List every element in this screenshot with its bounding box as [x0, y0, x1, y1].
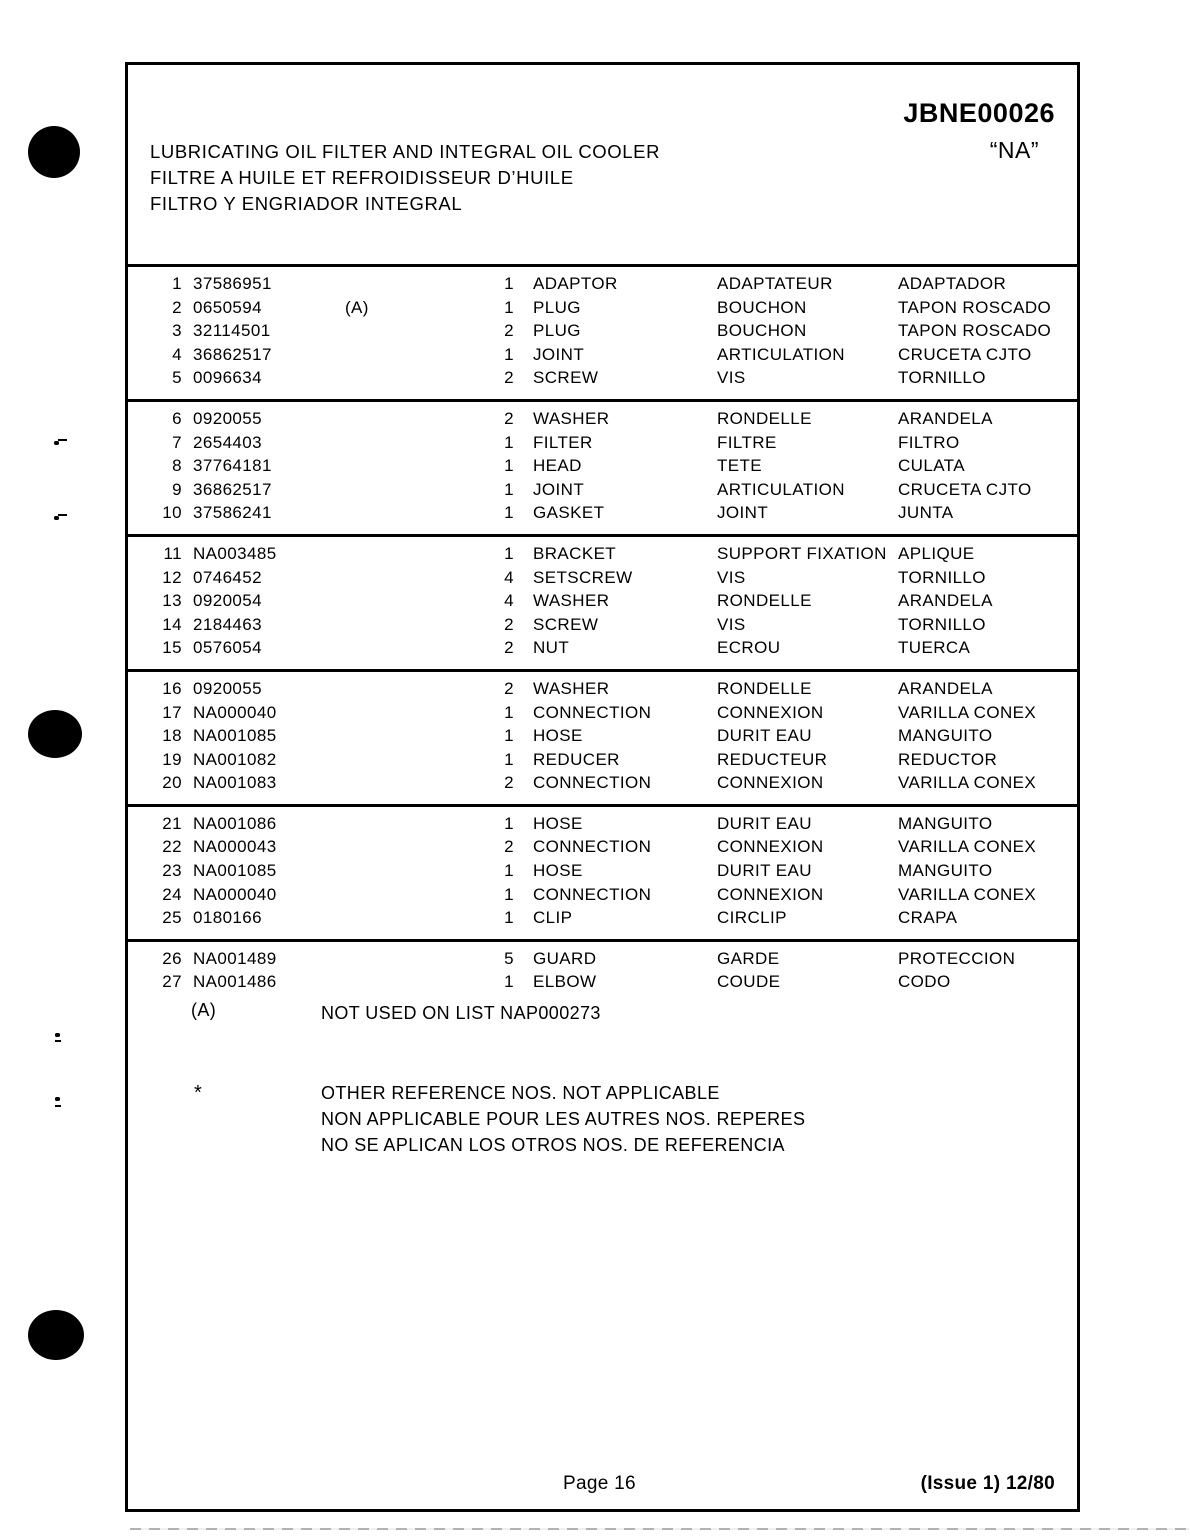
- cell-description-english: HOSE: [533, 813, 583, 833]
- cell-description-french: VIS: [717, 368, 746, 388]
- table-row: [128, 972, 1077, 996]
- table-row: [128, 591, 1077, 615]
- cell-quantity: 4: [504, 591, 514, 611]
- cell-description-spanish: CRUCETA CJTO: [898, 479, 1032, 499]
- cell-item-number: 19: [162, 749, 182, 769]
- cell-description-english: JOINT: [533, 479, 585, 499]
- title-line-spanish: FILTRO Y ENGRIADOR INTEGRAL: [150, 193, 463, 214]
- cell-description-spanish: VARILLA CONEX: [898, 773, 1037, 793]
- cell-description-english: FILTER: [533, 432, 593, 452]
- cell-description-french: VIS: [717, 567, 746, 587]
- cell-item-number: 6: [172, 408, 182, 428]
- cell-part-number: NA001086: [193, 813, 277, 833]
- cell-description-french: FILTRE: [717, 432, 777, 452]
- cell-description-english: WASHER: [533, 408, 610, 428]
- cell-item-number: 11: [163, 543, 182, 563]
- cell-description-french: RONDELLE: [717, 678, 812, 698]
- footnote-line-english: OTHER REFERENCE NOS. NOT APPLICABLE: [321, 1083, 720, 1103]
- cell-quantity: 1: [504, 297, 514, 317]
- cell-part-number: 37764181: [193, 456, 272, 476]
- cell-description-english: SCREW: [533, 614, 599, 634]
- cell-quantity: 1: [504, 432, 514, 452]
- cell-description-french: ECROU: [717, 638, 781, 658]
- cell-description-english: NUT: [533, 638, 570, 658]
- cell-item-number: 14: [162, 614, 182, 634]
- cell-item-number: 27: [162, 972, 182, 992]
- cell-description-english: SCREW: [533, 368, 599, 388]
- cell-part-number: NA000040: [193, 702, 277, 722]
- cell-item-number: 18: [162, 726, 182, 746]
- footnote-line-spanish: NO SE APLICAN LOS OTROS NOS. DE REFERENCIA: [321, 1135, 785, 1155]
- footnote-text: [321, 1080, 805, 1158]
- table-row: [128, 908, 1077, 932]
- cell-quantity: 1: [504, 344, 514, 364]
- table-row: [128, 949, 1077, 973]
- cell-description-french: ARTICULATION: [717, 344, 845, 364]
- table-row: [128, 861, 1077, 885]
- cell-description-french: CONNEXION: [717, 884, 824, 904]
- parts-group: [128, 669, 1077, 797]
- cell-description-english: PLUG: [533, 321, 581, 341]
- cell-item-number: 16: [162, 678, 182, 698]
- cell-description-french: CONNEXION: [717, 773, 824, 793]
- cell-description-spanish: TUERCA: [898, 638, 971, 658]
- cell-item-number: 7: [172, 432, 182, 452]
- document-footer: [128, 1473, 1077, 1499]
- cell-item-number: 25: [162, 908, 182, 928]
- document-header: [128, 65, 1077, 264]
- table-row: [128, 433, 1077, 457]
- cell-part-number: 2654403: [193, 432, 262, 452]
- issue-date: (Issue 1) 12/80: [920, 1473, 1055, 1494]
- cell-description-spanish: ARANDELA: [898, 678, 993, 698]
- footnote-marker: (A): [191, 1000, 217, 1020]
- cell-item-number: 2: [172, 297, 182, 317]
- table-row: [128, 615, 1077, 639]
- footnote-text: [321, 1000, 601, 1026]
- cell-part-number: 36862517: [193, 479, 272, 499]
- title-block: [150, 139, 660, 217]
- parts-group: [128, 274, 1077, 392]
- document-variant: “NA”: [989, 137, 1039, 163]
- cell-description-spanish: VARILLA CONEX: [898, 702, 1037, 722]
- cell-description-english: CONNECTION: [533, 702, 652, 722]
- cell-description-spanish: VARILLA CONEX: [898, 884, 1037, 904]
- title-line-french: FILTRE A HUILE ET REFROIDISSEUR D’HUILE: [150, 167, 574, 188]
- cell-description-french: CONNEXION: [717, 837, 824, 857]
- cell-quantity: 2: [504, 321, 514, 341]
- cell-item-number: 13: [162, 591, 182, 611]
- cell-item-number: 4: [172, 344, 182, 364]
- cell-description-french: SUPPORT FIXATION: [717, 543, 887, 563]
- footnote-a: [128, 1000, 1077, 1080]
- scan-speck: [58, 514, 67, 516]
- cell-quantity: 1: [504, 543, 514, 563]
- cell-description-spanish: TORNILLO: [898, 567, 986, 587]
- cell-item-number: 12: [162, 567, 182, 587]
- footnote-line-french: NON APPLICABLE POUR LES AUTRES NOS. REPERES: [321, 1109, 806, 1129]
- table-row: [128, 885, 1077, 909]
- cell-part-number: NA001085: [193, 861, 277, 881]
- cell-description-french: CIRCLIP: [717, 908, 787, 928]
- cell-description-english: REDUCER: [533, 749, 620, 769]
- footnotes: [128, 1000, 1077, 1155]
- table-row: [128, 274, 1077, 298]
- table-row: [128, 679, 1077, 703]
- table-row: [128, 409, 1077, 433]
- footnote-line: NOT USED ON LIST NAP000273: [321, 1003, 601, 1023]
- cell-item-number: 22: [162, 837, 182, 857]
- cell-description-english: CONNECTION: [533, 884, 652, 904]
- cell-description-spanish: ARANDELA: [898, 591, 993, 611]
- cell-description-spanish: MANGUITO: [898, 861, 993, 881]
- cell-description-spanish: TAPON ROSCADO: [898, 321, 1052, 341]
- cell-item-number: 26: [162, 948, 182, 968]
- cell-quantity: 2: [504, 408, 514, 428]
- cell-description-french: BOUCHON: [717, 297, 807, 317]
- binder-hole-mark-bottom: [28, 1310, 84, 1360]
- cell-description-english: CONNECTION: [533, 773, 652, 793]
- cell-part-number: NA000040: [193, 884, 277, 904]
- document-frame: [125, 62, 1080, 1512]
- cell-item-number: 3: [172, 321, 182, 341]
- cell-description-spanish: JUNTA: [898, 503, 954, 523]
- table-row: [128, 544, 1077, 568]
- cell-item-number: 9: [172, 479, 182, 499]
- cell-quantity: 1: [504, 884, 514, 904]
- cell-description-english: HEAD: [533, 456, 582, 476]
- scan-speck: [55, 1033, 60, 1037]
- cell-description-english: HOSE: [533, 726, 583, 746]
- cell-item-number: 17: [162, 702, 182, 722]
- cell-description-spanish: VARILLA CONEX: [898, 837, 1037, 857]
- footnote-marker: *: [194, 1082, 203, 1104]
- title-line-english: LUBRICATING OIL FILTER AND INTEGRAL OIL COOLER: [150, 141, 661, 162]
- cell-description-french: DURIT EAU: [717, 726, 812, 746]
- cell-description-english: SETSCREW: [533, 567, 633, 587]
- scan-speck: [54, 441, 59, 445]
- cell-part-number: 2184463: [193, 614, 262, 634]
- cell-note: (A): [345, 297, 369, 317]
- cell-description-spanish: TORNILLO: [898, 368, 986, 388]
- cell-part-number: 0096634: [193, 368, 262, 388]
- cell-description-english: CLIP: [533, 908, 573, 928]
- cell-quantity: 1: [504, 274, 514, 293]
- cell-part-number: NA001082: [193, 749, 277, 769]
- cell-part-number: 0920054: [193, 591, 262, 611]
- parts-group: [128, 534, 1077, 662]
- cell-description-spanish: TORNILLO: [898, 614, 986, 634]
- cell-quantity: 2: [504, 678, 514, 698]
- binder-hole-mark-middle: [28, 710, 82, 758]
- cell-description-french: VIS: [717, 614, 746, 634]
- table-row: [128, 703, 1077, 727]
- cell-quantity: 1: [504, 702, 514, 722]
- scan-speck: [55, 1105, 61, 1107]
- cell-quantity: 1: [504, 972, 514, 992]
- cell-description-spanish: TAPON ROSCADO: [898, 297, 1052, 317]
- table-row: [128, 368, 1077, 392]
- parts-group: [128, 399, 1077, 527]
- parts-group: [128, 939, 1077, 996]
- cell-part-number: 36862517: [193, 344, 272, 364]
- cell-quantity: 2: [504, 368, 514, 388]
- cell-description-spanish: CRUCETA CJTO: [898, 344, 1032, 364]
- table-row: [128, 503, 1077, 527]
- cell-item-number: 20: [162, 773, 182, 793]
- scan-edge-artifact: [130, 1528, 1190, 1530]
- cell-description-spanish: PROTECCION: [898, 948, 1016, 968]
- scan-speck: [54, 516, 59, 520]
- cell-item-number: 10: [162, 503, 182, 523]
- cell-description-french: RONDELLE: [717, 408, 812, 428]
- cell-part-number: NA001083: [193, 773, 277, 793]
- cell-description-french: ADAPTATEUR: [717, 274, 833, 293]
- cell-quantity: 1: [504, 479, 514, 499]
- cell-description-english: WASHER: [533, 591, 610, 611]
- table-row: [128, 750, 1077, 774]
- cell-description-english: GUARD: [533, 948, 597, 968]
- cell-quantity: 2: [504, 614, 514, 634]
- cell-quantity: 1: [504, 456, 514, 476]
- cell-part-number: NA001486: [193, 972, 277, 992]
- cell-description-spanish: MANGUITO: [898, 813, 993, 833]
- cell-quantity: 4: [504, 567, 514, 587]
- cell-description-english: ELBOW: [533, 972, 597, 992]
- cell-quantity: 2: [504, 638, 514, 658]
- cell-quantity: 1: [504, 503, 514, 523]
- cell-description-english: PLUG: [533, 297, 581, 317]
- cell-part-number: 0180166: [193, 908, 262, 928]
- table-row: [128, 321, 1077, 345]
- cell-item-number: 23: [162, 861, 182, 881]
- cell-description-french: BOUCHON: [717, 321, 807, 341]
- cell-description-french: DURIT EAU: [717, 813, 812, 833]
- cell-description-spanish: APLIQUE: [898, 543, 975, 563]
- cell-description-spanish: FILTRO: [898, 432, 960, 452]
- cell-description-french: REDUCTEUR: [717, 749, 828, 769]
- cell-part-number: NA001085: [193, 726, 277, 746]
- cell-description-french: GARDE: [717, 948, 780, 968]
- cell-description-spanish: MANGUITO: [898, 726, 993, 746]
- cell-description-english: BRACKET: [533, 543, 617, 563]
- cell-quantity: 1: [504, 726, 514, 746]
- cell-part-number: NA000043: [193, 837, 277, 857]
- binder-hole-mark-top: [28, 126, 80, 178]
- cell-description-french: COUDE: [717, 972, 781, 992]
- table-row: [128, 814, 1077, 838]
- document-code: JBNE00026: [903, 98, 1055, 128]
- cell-part-number: 0920055: [193, 408, 262, 428]
- table-row: [128, 456, 1077, 480]
- cell-description-english: HOSE: [533, 861, 583, 881]
- page-number: Page 16: [563, 1473, 636, 1494]
- table-row: [128, 837, 1077, 861]
- table-row: [128, 345, 1077, 369]
- cell-description-english: JOINT: [533, 344, 585, 364]
- cell-item-number: 24: [162, 884, 182, 904]
- table-row: [128, 480, 1077, 504]
- cell-quantity: 2: [504, 773, 514, 793]
- cell-description-english: WASHER: [533, 678, 610, 698]
- cell-description-french: RONDELLE: [717, 591, 812, 611]
- table-row: [128, 568, 1077, 592]
- cell-description-english: ADAPTOR: [533, 274, 618, 293]
- cell-item-number: 1: [172, 274, 182, 293]
- cell-description-spanish: REDUCTOR: [898, 749, 998, 769]
- cell-quantity: 2: [504, 837, 514, 857]
- scan-speck: [58, 439, 67, 441]
- cell-quantity: 1: [504, 908, 514, 928]
- cell-part-number: NA003485: [193, 543, 277, 563]
- cell-quantity: 1: [504, 813, 514, 833]
- cell-part-number: 0650594: [193, 297, 262, 317]
- cell-item-number: 15: [162, 638, 182, 658]
- cell-part-number: 0576054: [193, 638, 262, 658]
- cell-part-number: 37586951: [193, 274, 272, 293]
- parts-group: [128, 804, 1077, 932]
- cell-description-english: CONNECTION: [533, 837, 652, 857]
- cell-quantity: 1: [504, 861, 514, 881]
- scan-speck: [55, 1040, 61, 1042]
- cell-description-french: ARTICULATION: [717, 479, 845, 499]
- cell-description-spanish: ADAPTADOR: [898, 274, 1007, 293]
- cell-description-french: TETE: [717, 456, 763, 476]
- cell-item-number: 8: [172, 456, 182, 476]
- cell-part-number: 37586241: [193, 503, 272, 523]
- cell-part-number: 32114501: [193, 321, 271, 341]
- cell-part-number: NA001489: [193, 948, 277, 968]
- table-row: [128, 773, 1077, 797]
- cell-item-number: 5: [172, 368, 182, 388]
- cell-description-french: DURIT EAU: [717, 861, 812, 881]
- cell-description-spanish: CODO: [898, 972, 951, 992]
- cell-description-english: GASKET: [533, 503, 605, 523]
- table-row: [128, 298, 1077, 322]
- cell-description-french: CONNEXION: [717, 702, 824, 722]
- scan-speck: [55, 1097, 60, 1101]
- cell-quantity: 5: [504, 948, 514, 968]
- cell-description-french: JOINT: [717, 503, 769, 523]
- cell-quantity: 1: [504, 749, 514, 769]
- cell-description-spanish: CULATA: [898, 456, 965, 476]
- cell-item-number: 21: [162, 813, 182, 833]
- cell-part-number: 0920055: [193, 678, 262, 698]
- cell-description-spanish: CRAPA: [898, 908, 958, 928]
- parts-table: [128, 267, 1077, 1003]
- table-row: [128, 726, 1077, 750]
- cell-description-spanish: ARANDELA: [898, 408, 993, 428]
- table-row: [128, 638, 1077, 662]
- cell-part-number: 0746452: [193, 567, 262, 587]
